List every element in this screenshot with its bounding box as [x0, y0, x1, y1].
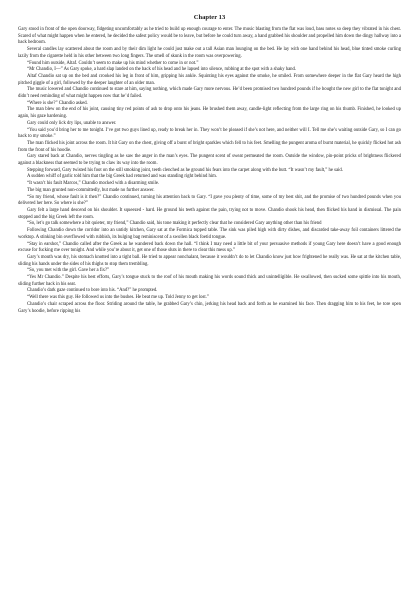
paragraph: The music lowered and Chandio continued to stare at him, saying nothing, which made Gary more nervous. He’d been promised two hundred pounds if he bought the new girl to the flat tonight and didn’t need reminding of what might happen now that he’d failed. [18, 87, 401, 100]
paragraph: Chandio’s chair scraped across the floor. Striding around the table, he grabbed Gary’s chin, jerking his head back and forth as he examined his face. Then dragging him to his feet, he tore open Gary’s hoodie, before ripping his [18, 301, 401, 314]
paragraph: Gary’s mouth was dry, his stomach knotted into a tight ball. He tried to appear nonchalant, because it wouldn’t do to let Chandio know just how frightened he really was. He sat at the kitchen table, sliding his hands under the sides of his thighs to stop them trembling. [18, 254, 401, 267]
paragraph: “So, let’s go talk somewhere a bit quieter, my friend,” Chandio said, his tone making it perfectly clear that he considered Gary anything other than his friend [27, 221, 322, 227]
chapter-body [18, 27, 401, 315]
paragraph: “Where is she?” Chandio asked. [27, 100, 88, 106]
chapter-title: Chapter 13 [193, 14, 226, 21]
paragraph: The man blew on the end of his joint, causing tiny red points of ash to drop onto his jeans. He brushed them away, candle-light reflecting from the large ring on his thumb. Finished, he looked up again, his gaze hardening. [18, 107, 401, 120]
paragraph: Gary felt a large hand descend on his shoulder. It squeezed - hard. He ground his teeth against the pain, trying not to move. Chandio shook his head, then flicked his hand in dismissal. The pain stopped and the big Greek left the room. [18, 207, 401, 220]
paragraph: Following Chandio down the corridor into an untidy kitchen, Gary sat at the Formica topped table. The sink was piled high with dirty dishes, and discarded take-away foil containers littered the worktop. A stinking bin overflowed with rubbish, its bulging bag reminiscent of a swollen black foetid tongue. [18, 228, 401, 240]
paragraph: The big man grunted non-committedly, but made no further answer. [27, 187, 155, 193]
paragraph: “Yes Mr Chandio.” Despite his best efforts, Gary’s tongue stuck to the roof of his mouth making his words sound thick and unintelligible. He swallowed, then sucked some spittle into his mouth, sliding further back in his seat. [18, 275, 401, 287]
paragraph: Gary stood in front of the open doorway, fidgeting uncomfortably as he tried to build up enough courage to enter. The music blasting from the flat was loud, bass notes so deep they vibrated in his chest. Scared of what might happen when he entered, he decided the safest policy would be to leave, but before he could turn away, a hand grabbed his shoulder and propelled him down the dingy hallway into a back bedroom. [18, 27, 402, 46]
paragraph: “Found him outside, Altaf. Couldn’t seem to make up his mind whether to come in or not.” [27, 60, 199, 66]
paragraph: “So, you met with the girl. Gave her a fix?” [27, 268, 110, 274]
paragraph: Altaf Chandio sat up on the bed and crooked his leg in front of him, gripping his ankle. Squinting his eyes against the smoke, he smiled. From somewhere deeper in the flat Gary heard the high pitched giggle of a girl, followed by the deeper laughter of an older man. [18, 73, 401, 86]
paragraph: “Well there was this guy. He followed us into the bushes. He beat me up. Told Jenny to get lost.” [27, 295, 209, 301]
paragraph: The man flicked his joint across the room. It hit Gary on the chest, giving off a burst of bright sparkles which fell to his feet. Smelling the pungent aroma of burnt material, he quickly flicked hot ash from the front of his hoodie. [18, 140, 401, 153]
paragraph: “Stay in earshot,” Chandio called after the Greek as he wandered back down the hall. “I think I may need a little bit of your persuasive methods if young Gary here doesn’t have a good enough excuse for fucking me over tonight. And while you’re about it, get one of those sluts in there to clear this mess up.” [18, 241, 401, 254]
paragraph: “You said you’d bring her to me tonight. I’ve got two guys lined up, ready to break her in. They won’t be pleased if she’s not here, and neither will I. Tell me she’s waiting outside Gary, so I can go back to my smoke.” [18, 127, 401, 140]
paragraph: “So my friend, whose fault is it then?” Chandio continued, turning his attention back to Gary. “I gave you plenty of time, some of my best shit, and the promise of two hundred pounds when you delivered her here. So where is she?” [18, 194, 401, 207]
paragraph: Gary stared back at Chandio, nerves tingling as he saw the anger in the man’s eyes. The pungent scent of sweat permeated the room. Outside the window, pin-point pricks of brightness flickered against a blackness that seemed to be trying to claw its way into the room. [18, 154, 401, 167]
paragraph: A sudden whiff of garlic told him that the big Greek had returned and was standing right behind him. [27, 174, 217, 180]
paragraph: “Mr Chandio, I—” As Gary spoke, a hard slap landed on the back of his head and he lapsed into silence, rubbing at the spot with a shaky hand. [27, 67, 297, 73]
paragraph: Several candles lay scattered about the room and by their dim light he could just make out a tall Asian man lounging on the bed. He lay with one hand behind his head, blue tinted smoke curling lazily from the cigarette held in his other between two long fingers. The smell of skunk in the room was overpowering. [18, 47, 401, 59]
paragraph: Gary could only lick dry lips, unable to answer. [27, 120, 117, 126]
paragraph: Chandio’s dark gaze continued to bore into his. “And?” he prompted. [27, 288, 158, 294]
paragraph: “It wasn’t his fault Marcos,” Chandio mocked with a disarming smile. [27, 181, 160, 187]
paragraph: Stepping forward, Gary twisted his foot on the still smoking joint, teeth clenched as he ground his fears into the carpet along with the butt. “It wasn’t my fault,” he said. [27, 167, 343, 173]
